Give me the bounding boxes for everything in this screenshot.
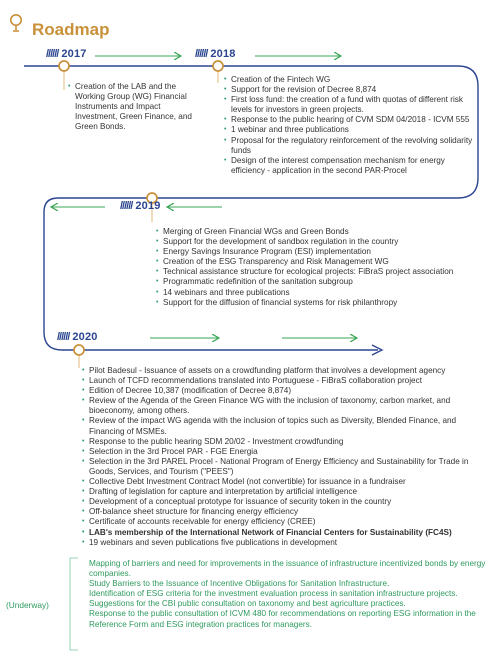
list-item: Suggestions for the CBI public consultation on taxonomy and best agriculture practices. (89, 599, 406, 609)
list-item: Study Barriers to the Issuance of Incentive Obligations for Sanitation Infrastructure. (89, 579, 390, 589)
year-label-2019: ////// 2019 (120, 200, 161, 212)
list-item: • Review of the impact WG agenda with the inclusion of topics such as Diversity, Blended Finance, and Financing of MSMEs. (82, 416, 487, 436)
list-item: • Support for the diffusion of financial systems for risk philanthropy (156, 298, 486, 308)
list-item: • First loss fund: the creation of a fund with quotas of different risk levels for investors in green projects. (224, 95, 480, 115)
list-item: • Support for the revision of Decree 8,874 (224, 85, 480, 95)
timeline-node-2017 (59, 61, 69, 71)
list-item: • Programmatic redefinition of the sanitation subgroup (156, 277, 486, 287)
hatch-icon: ////// (46, 48, 59, 60)
list-item: • Merging of Green Financial WGs and Green Bonds (156, 227, 486, 237)
year-label-2017: ////// 2017 (46, 48, 87, 60)
list-item: Response to the public consultation of ICVM 480 for recommendations on reporting ESG information in the Reference Form and ESG integration practices for managers. (89, 609, 476, 629)
year-label-2018: ////// 2018 (195, 48, 236, 60)
items-2017 (68, 82, 198, 132)
underway-items-2020 (82, 559, 487, 630)
list-item: • Technical assistance structure for ecological projects: FiBraS project association (156, 267, 486, 277)
list-item: • Creation of the LAB and the Working Group (WG) Financial Instruments and Impact Investment, Green Finance, and Green Bonds. (68, 82, 198, 132)
list-item: Mapping of barriers and need for improvements in the issuance of infrastructure incentivized bonds by energy companies. (89, 559, 486, 579)
list-item: • Off-balance sheet structure for financing energy efficiency (82, 507, 487, 517)
list-item: • Response to the public hearing of CVM SDM 04/2018 - ICVM 555 (224, 115, 480, 125)
list-item: • Collective Debt Investment Contract Model (not convertible) for issuance in a fundraiser (82, 477, 487, 487)
list-item: • Review of the Agenda of the Green Finance WG with the inclusion of taxonomy, carbon market, and bioeconomy, among others. (82, 396, 487, 416)
items-2019 (156, 227, 486, 308)
list-item: • Selection in the 3rd Procel PAR - FGE Energia (82, 447, 487, 457)
list-item: • Launch of TCFD recommendations translated into Portuguese - FiBraS collaboration project (82, 376, 487, 386)
list-item: • Development of a conceptual prototype for issuance of security token in the country (82, 497, 487, 507)
hatch-icon: ////// (120, 200, 133, 212)
year-label-2020: ////// 2020 (57, 331, 98, 343)
list-item: • Certificate of accounts receivable for energy efficiency (CREE) (82, 517, 487, 527)
list-item: • 19 webinars and seven publications five publications in development (82, 538, 487, 548)
list-item: • Energy Savings Insurance Program (ESI) implementation (156, 247, 486, 257)
list-item: • Drafting of legislation for capture and interpretation by artificial intelligence (82, 487, 487, 497)
lightbulb-icon (11, 15, 21, 31)
list-item: • Pilot Badesul - Issuance of assets on a crowdfunding platform that involves a development agency (82, 366, 487, 376)
list-item: • Response to the public hearing SDM 20/02 - Investment crowdfunding (82, 437, 487, 447)
hatch-icon: ////// (57, 331, 70, 343)
list-item: • Selection in the 3rd PAREL Procel - National Program of Energy Efficiency and Sustainability for Trade in Goods, Services, and Tourism ("PEES") (82, 457, 487, 477)
list-item: • Creation of the ESG Transparency and Risk Management WG (156, 257, 486, 267)
timeline-node-2018 (213, 61, 223, 71)
underway-label: (Underway) (6, 600, 49, 610)
timeline-node-2020 (74, 345, 84, 355)
list-item: • 1 webinar and three publications (224, 125, 480, 135)
list-item: Identification of ESG criteria for the investment evaluation process in sanitation infrastructure projects. (89, 589, 458, 599)
page-title: Roadmap (32, 20, 110, 39)
items-2020 (82, 366, 487, 548)
list-item: • Edition of Decree 10,387 (modification of Decree 8,874) (82, 386, 487, 396)
hatch-icon: ////// (195, 48, 208, 60)
list-item: • LAB's membership of the International Network of Financial Centers for Sustainability (FC4S) (82, 528, 487, 538)
list-item: • Design of the interest compensation mechanism for energy efficiency - application in the second PAR-Procel (224, 156, 480, 176)
list-item: • Proposal for the regulatory reinforcement of the revolving solidarity funds (224, 136, 480, 156)
list-item: • Support for the development of sandbox regulation in the country (156, 237, 486, 247)
items-2018 (224, 75, 480, 176)
list-item: • 14 webinars and three publications (156, 288, 486, 298)
underway-bracket (70, 558, 78, 650)
list-item: • Creation of the Fintech WG (224, 75, 480, 85)
